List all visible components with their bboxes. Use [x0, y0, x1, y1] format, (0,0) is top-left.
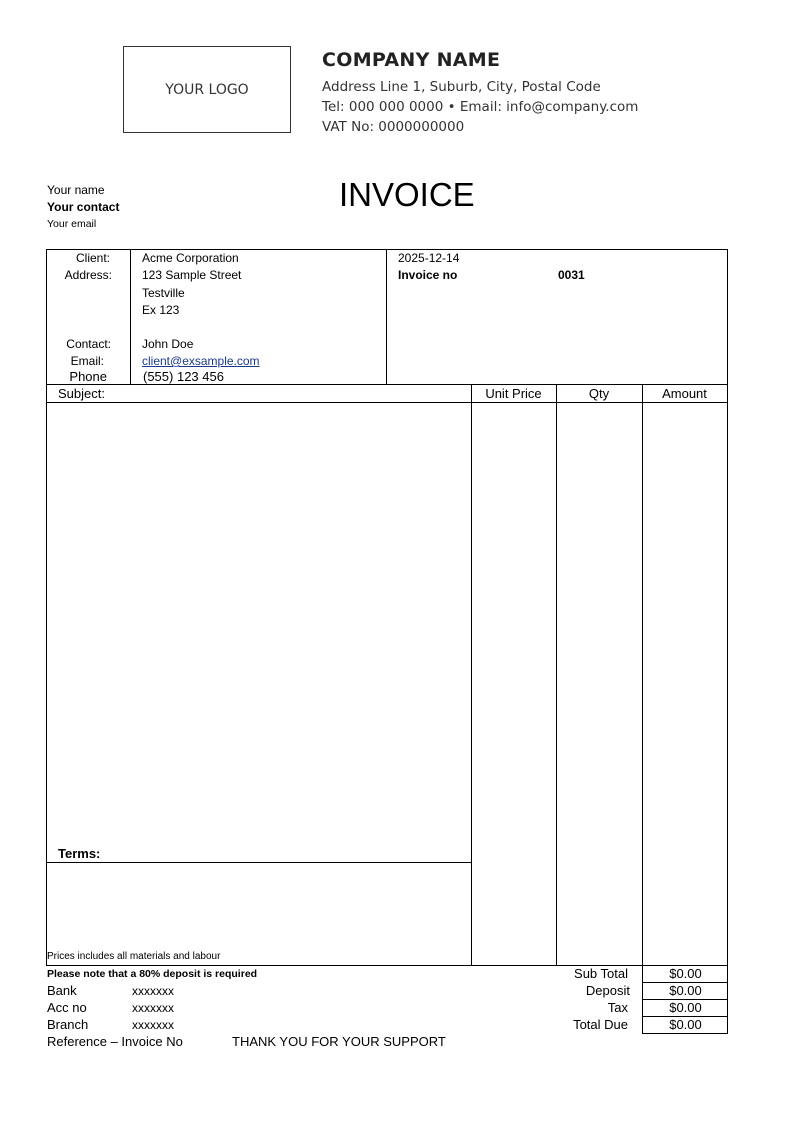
address-label: Address:: [64, 268, 112, 282]
subtotal-value: $0.00: [669, 966, 702, 981]
tax-label: Tax: [607, 1000, 628, 1015]
contact-label: Contact:: [66, 337, 111, 351]
client-meta-divider: [386, 249, 387, 385]
client-address-line-3: Ex 123: [142, 303, 180, 317]
deposit-value: $0.00: [669, 983, 702, 998]
branch-label: Branch: [47, 1017, 89, 1032]
table-border-right: [727, 249, 728, 966]
client-phone: (555) 123 456: [143, 369, 224, 384]
unit-price-column-divider: [556, 384, 557, 966]
terms-note: Prices includes all materials and labour: [47, 951, 221, 962]
logo-placeholder: YOUR LOGO: [123, 46, 291, 133]
total-due-value: $0.00: [669, 1017, 702, 1032]
company-vat: VAT No: 0000000000: [322, 119, 465, 135]
acc-value: xxxxxxx: [132, 1001, 174, 1015]
sender-contact: Your contact: [47, 200, 120, 214]
total-due-label: Total Due: [573, 1017, 628, 1032]
amount-header: Amount: [662, 386, 707, 401]
invoice-no-label: Invoice no: [398, 268, 458, 282]
client-contact: John Doe: [142, 337, 194, 351]
client-email-link[interactable]: client@exsample.com: [142, 354, 260, 368]
subtotal-label: Sub Total: [574, 966, 628, 981]
qty-header: Qty: [588, 386, 610, 401]
bank-label: Bank: [47, 983, 77, 998]
phone-label: Phone: [69, 369, 107, 384]
unit-price-header: Unit Price: [485, 386, 542, 401]
email-label: Email:: [70, 354, 104, 368]
terms-divider: [46, 862, 471, 863]
sender-email: Your email: [47, 218, 97, 230]
page-title: INVOICE: [339, 176, 475, 213]
company-name: COMPANY NAME: [322, 49, 501, 71]
subject-column-divider: [471, 384, 472, 966]
sender-name: Your name: [47, 183, 105, 197]
company-address: Address Line 1, Suburb, City, Postal Code: [322, 79, 601, 95]
items-header-bottom: [46, 402, 728, 403]
client-name: Acme Corporation: [142, 251, 239, 265]
company-contact: Tel: 000 000 0000 • Email: info@company.com: [322, 99, 639, 115]
thanks-message: THANK YOU FOR YOUR SUPPORT: [232, 1034, 446, 1049]
tax-value: $0.00: [669, 1000, 702, 1015]
client-label: Client:: [75, 251, 110, 265]
deposit-label: Deposit: [585, 983, 630, 998]
table-border-top: [46, 249, 728, 250]
client-address-line-1: 123 Sample Street: [142, 268, 242, 282]
qty-column-divider: [642, 384, 643, 1034]
acc-label: Acc no: [47, 1000, 87, 1015]
invoice-no: 0031: [558, 268, 585, 282]
client-label-divider: [130, 249, 131, 385]
subject-header: Subject:: [58, 386, 105, 401]
terms-label: Terms:: [58, 846, 101, 861]
totals-row-line-4: [642, 1033, 728, 1034]
deposit-note: Please note that a 80% deposit is required: [47, 968, 258, 980]
reference-text: Reference – Invoice No: [47, 1034, 183, 1049]
invoice-date: 2025-12-14: [398, 251, 460, 265]
client-box-bottom: [46, 384, 728, 385]
client-address-line-2: Testville: [142, 286, 185, 300]
bank-value: xxxxxxx: [132, 984, 174, 998]
branch-value: xxxxxxx: [132, 1018, 174, 1032]
